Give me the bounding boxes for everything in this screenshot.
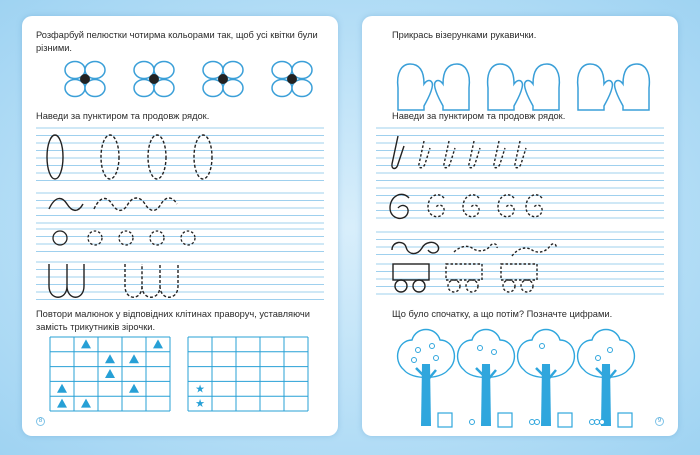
svg-text:★: ★: [195, 382, 205, 396]
left-task2-text: Наведи за пунктиром та продовж рядок.: [36, 111, 210, 121]
answer-box-3: [558, 413, 572, 427]
left-task1-text: Розфарбуй пелюстки чотирма кольорами так, щоб усі квітки були різними.: [36, 30, 318, 53]
right-task3-text: Що було спочатку, а що потім? Позначте цифрами.: [392, 309, 613, 319]
answer-box-2: [498, 413, 512, 427]
left-page: [22, 16, 338, 436]
trees-row: [362, 16, 678, 436]
left-page-number: 8: [36, 417, 45, 426]
answer-box-1: [438, 413, 452, 427]
answer-box-4: [618, 413, 632, 427]
tree-2: [458, 330, 515, 428]
grids: [22, 16, 338, 436]
tree-4: [578, 330, 635, 428]
tree-3: [518, 330, 575, 428]
right-page: [362, 16, 678, 436]
svg-text:★: ★: [195, 397, 205, 411]
triangle-grid: [50, 337, 170, 411]
left-task3-text: Повтори малюнок у відповідних клітинах праворуч, уставляючи замість трикутників зірочки.: [36, 309, 310, 332]
right-page-number: 9: [655, 417, 664, 426]
tree-1: [398, 330, 455, 428]
right-task2-text: Наведи за пунктиром та продовж рядок.: [392, 111, 566, 121]
right-task1-text: Прикрась візерунками рукавички.: [392, 30, 537, 40]
star-grid: [188, 337, 308, 411]
